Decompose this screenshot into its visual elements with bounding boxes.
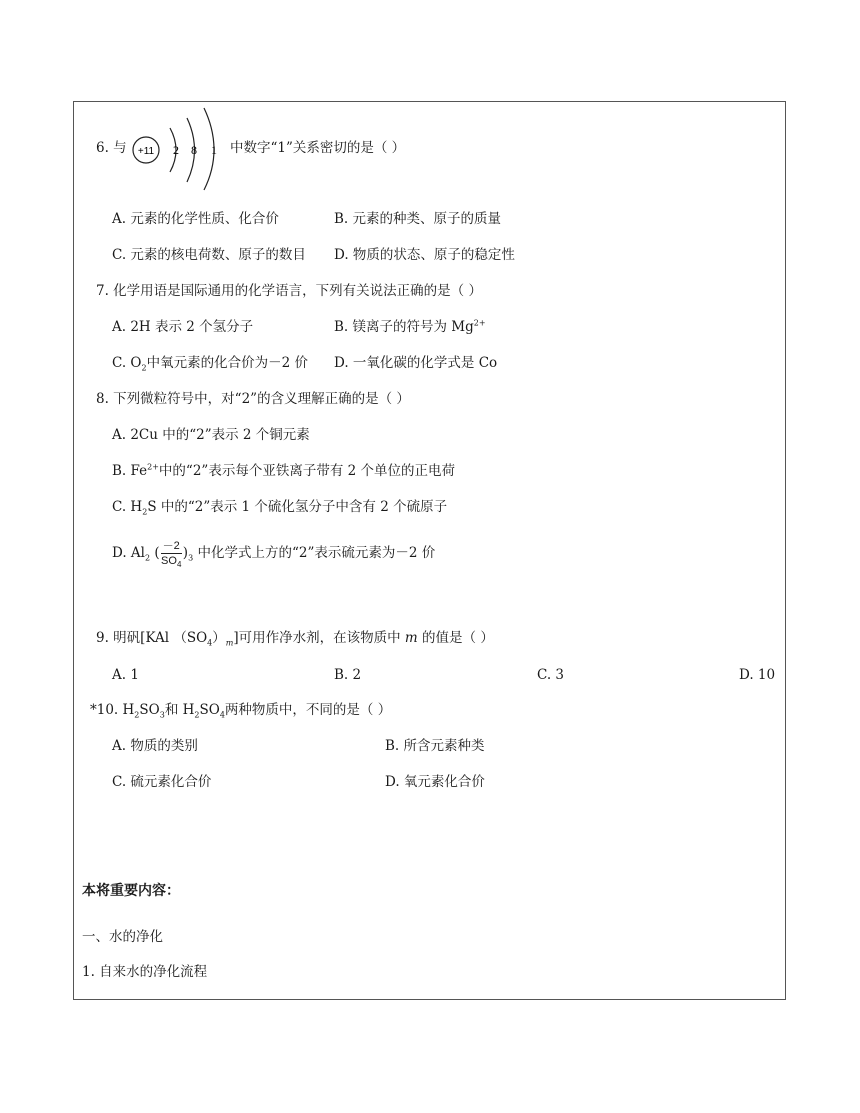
q8-option-c: C. $H_2S$ 中的“2”表示 1 个硫化氢分子中含有 2 个硫原子 [112, 499, 448, 517]
q10-option-b: B. 所含元素种类 [385, 738, 485, 754]
atom-structure-diagram [130, 106, 230, 192]
shell-count-2: 8 [191, 143, 197, 157]
q9-option-a: A. 1 [112, 667, 139, 683]
q6-option-c: C. 元素的核电荷数、原子的数目 [112, 247, 306, 263]
valence-fraction: $\frac{-2}{SO_4}$ [161, 540, 182, 570]
q9-stem: 9. 明矾[KAl $(SO_4)_m$]可用作净水剂，在该物质中 m 的值是（ ） [96, 630, 494, 648]
q10-option-c: C. 硫元素化合价 [112, 774, 212, 790]
q7-option-d: D. 一氧化碳的化学式是 Co [334, 355, 498, 371]
q8-option-d: D. $Al_2$ ( $\frac{-2}{SO_4}$ )$_3$ 中化学式上方的“2”表示硫元素为－2 价 [112, 540, 436, 570]
q6-prefix: 6. 与 [96, 140, 127, 156]
q9-option-c: C. 3 [537, 667, 565, 683]
q7-option-a: A. 2H 表示 2 个氢分子 [112, 319, 254, 335]
q10-stem: *10. $H_2SO_3$和 $H_2SO_4$两种物质中，不同的是（ ） [90, 702, 392, 720]
shell-count-1: 2 [173, 143, 179, 157]
nucleus-label: +11 [137, 146, 155, 157]
section-item-tapwater-flow: 1. 自来水的净化流程 [82, 964, 208, 980]
q10-option-a: A. 物质的类别 [112, 738, 198, 754]
q8-option-b: B. $Fe^{2+}$中的“2”表示每个亚铁离子带有 2 个单位的正电荷 [112, 462, 455, 479]
q7-option-b: B. 镁离子的符号为 $Mg^{2+}$ [334, 318, 486, 335]
shell-count-3: 1 [211, 143, 217, 157]
q6-option-d: D. 物质的状态、原子的稳定性 [334, 247, 515, 263]
q6-option-a: A. 元素的化学性质、化合价 [112, 211, 279, 227]
q9-option-b: B. 2 [334, 667, 362, 683]
q9-option-d: D. 10 [739, 667, 776, 683]
q10-option-d: D. 氧元素化合价 [385, 774, 485, 790]
q8-option-a: A. 2Cu 中的“2”表示 2 个铜元素 [112, 427, 310, 443]
q8-stem: 8. 下列微粒符号中，对“2”的含义理解正确的是（ ） [96, 391, 410, 407]
q6-option-b: B. 元素的种类、原子的质量 [334, 211, 502, 227]
q6-suffix: 中数字“1”关系密切的是（ ） [230, 140, 406, 156]
section-title: 本将重要内容： [82, 883, 180, 899]
section-subtitle-water-purification: 一、水的净化 [82, 929, 163, 945]
q7-option-c: C. $O_2$中氧元素的化合价为－2 价 [112, 355, 308, 373]
q7-stem: 7. 化学用语是国际通用的化学语言，下列有关说法正确的是（ ） [96, 283, 482, 299]
